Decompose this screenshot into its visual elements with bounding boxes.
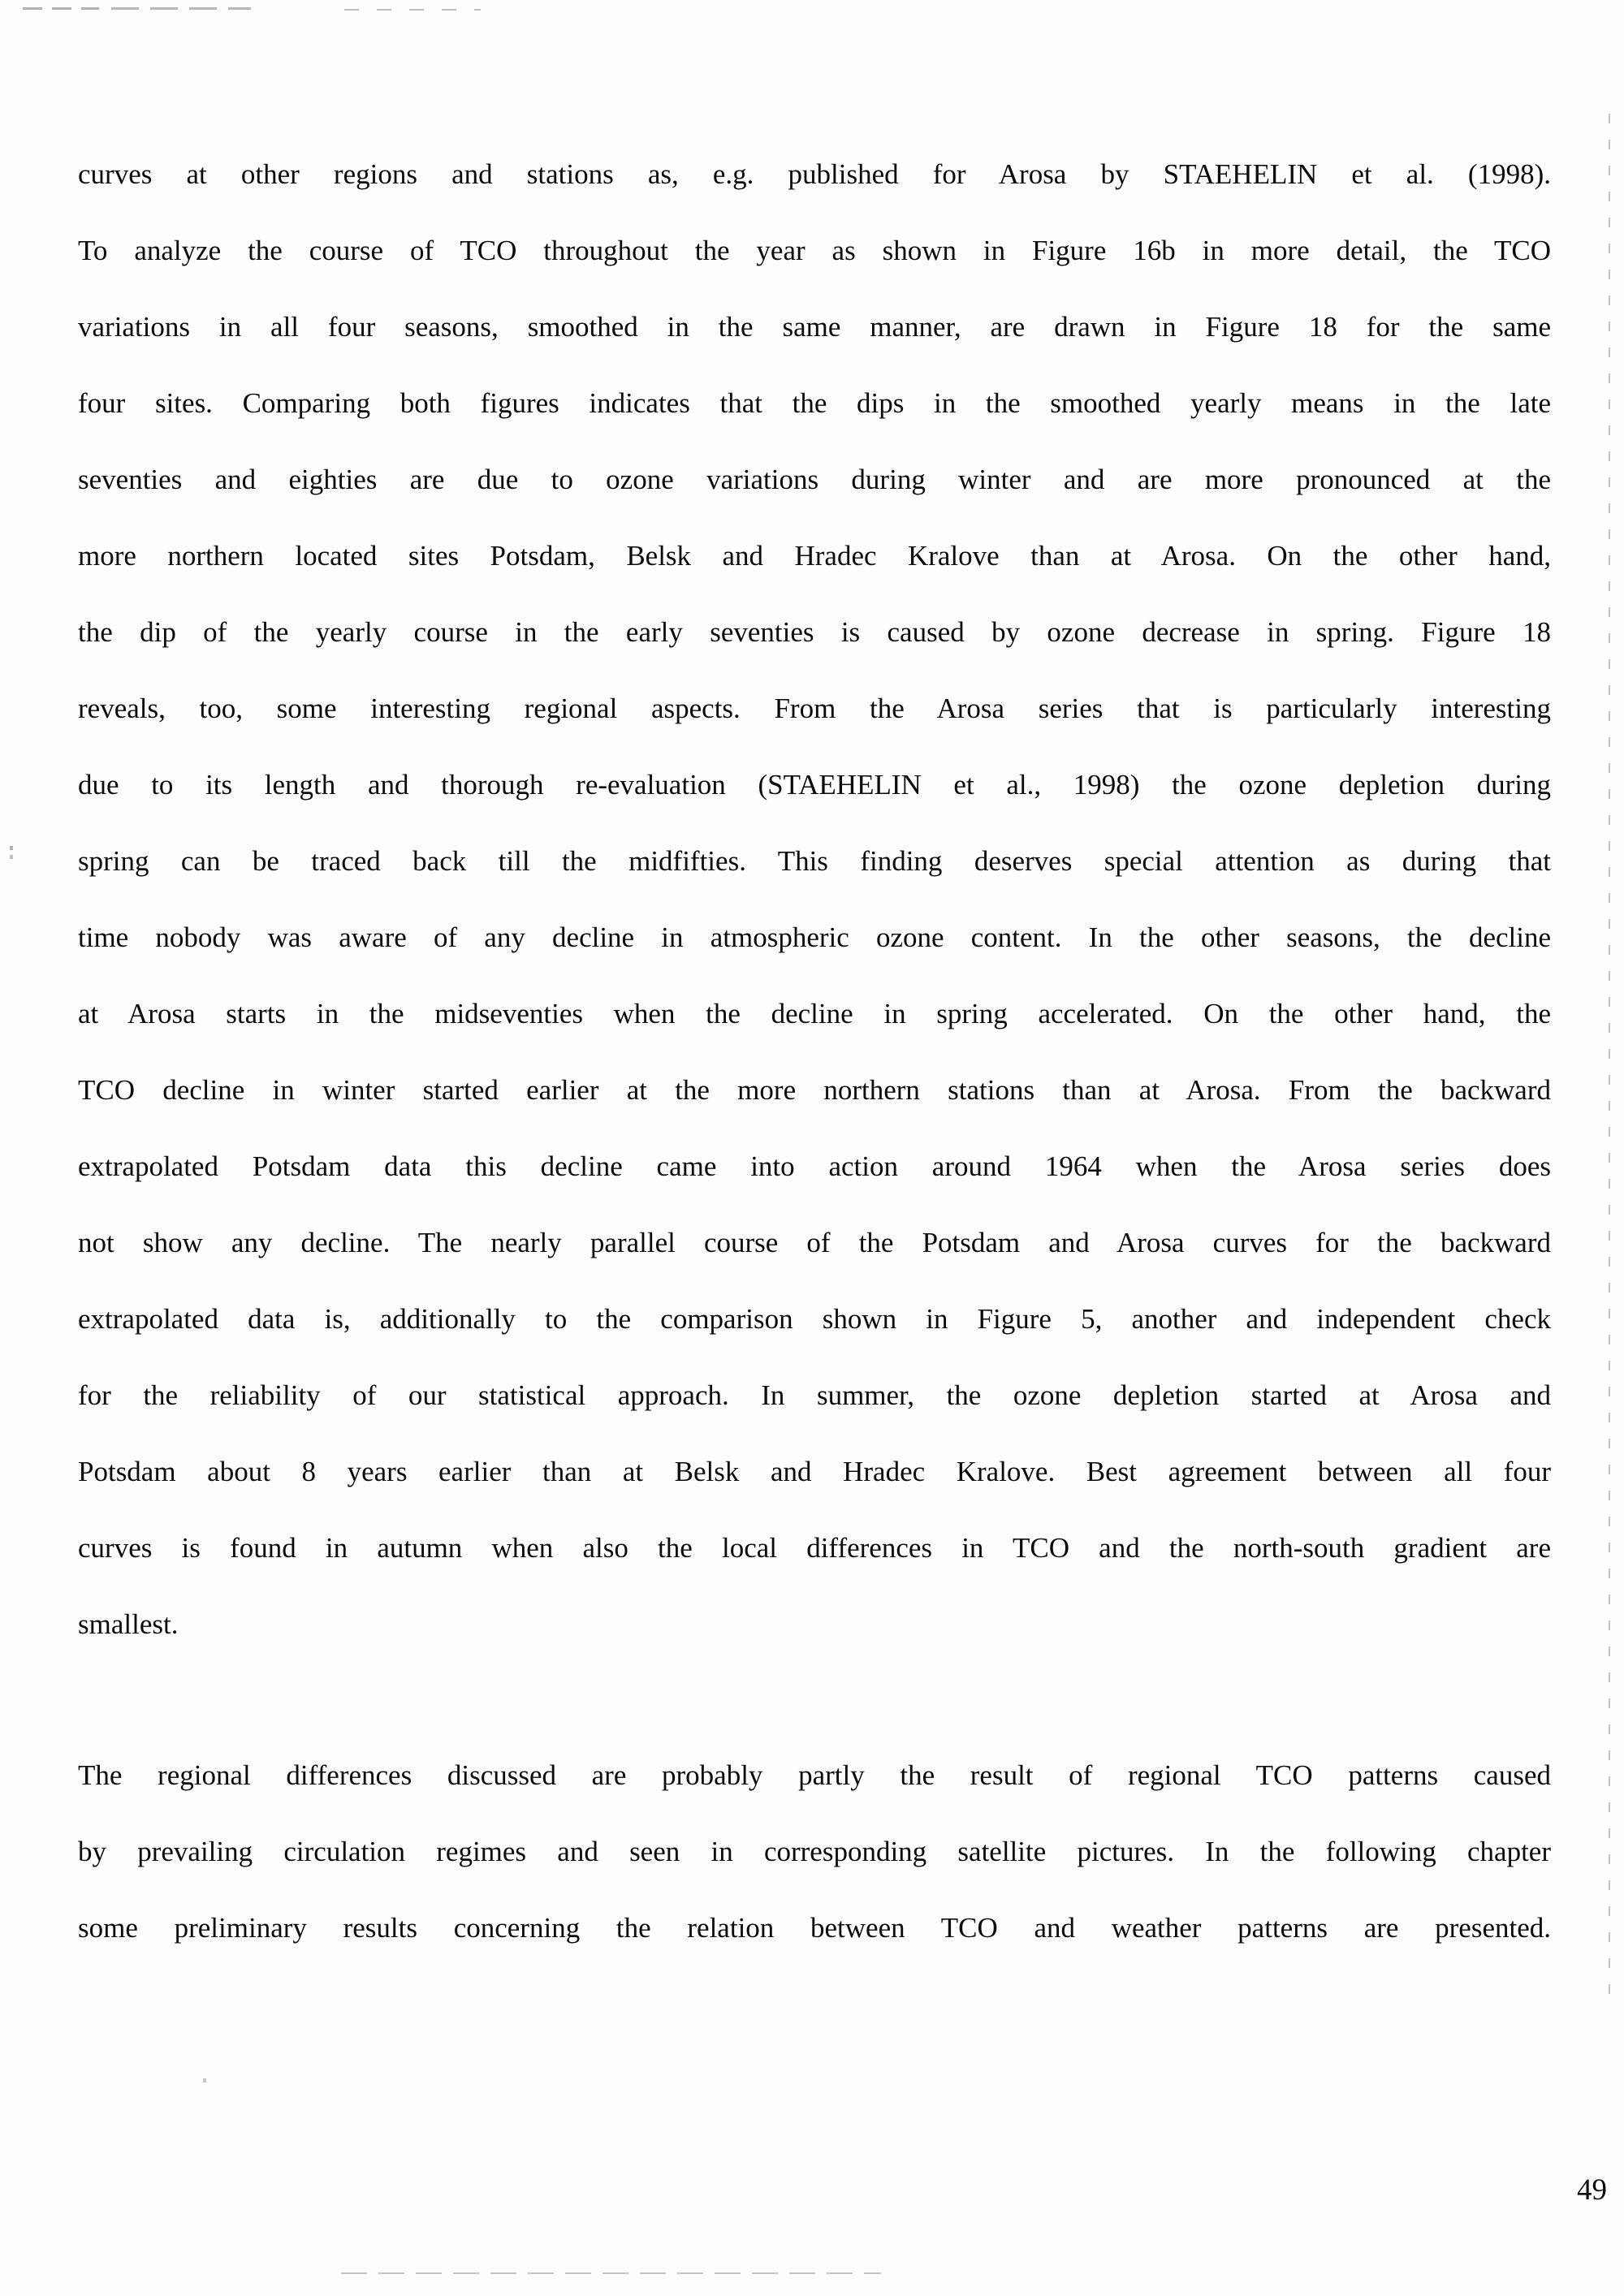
text-line: due to its length and thorough re-evaluation (STAEHELIN et al., 1998) the ozone depletion during (78, 769, 1551, 801)
text-line: curves is found in autumn when also the local differences in TCO and the north-south gradient are (78, 1532, 1551, 1564)
text-line: TCO decline in winter started earlier at the more northern stations than at Arosa. From the backward (78, 1074, 1551, 1106)
text-line: The regional differences discussed are probably partly the result of regional TCO patterns caused (78, 1759, 1551, 1791)
paragraph (78, 136, 1551, 1663)
scan-artifact-speck (10, 846, 13, 850)
scan-artifact-top-dash (23, 7, 99, 10)
text-line: the dip of the yearly course in the early seventies is caused by ozone decrease in spring. Figure 18 (78, 616, 1551, 648)
text-line: seventies and eighties are due to ozone variations during winter and are more pronounced at the (78, 464, 1551, 495)
scan-artifact-bottom-dash (341, 2272, 881, 2274)
scan-artifact-top-dash (344, 9, 481, 11)
text-line: not show any decline. The nearly parallel course of the Potsdam and Arosa curves for the backward (78, 1227, 1551, 1258)
text-line: smallest. (78, 1608, 179, 1640)
text-line: Potsdam about 8 years earlier than at Belsk and Hradec Kralove. Best agreement between all four (78, 1456, 1551, 1487)
text-line: curves at other regions and stations as, e.g. published for Arosa by STAEHELIN et al. (1998). (78, 158, 1551, 190)
scan-artifact-speck (203, 2078, 206, 2082)
text-line: at Arosa starts in the midseventies when the decline in spring accelerated. On the other hand, the (78, 998, 1551, 1029)
text-line: extrapolated data is, additionally to the comparison shown in Figure 5, another and independent check (78, 1303, 1551, 1335)
text-line: more northern located sites Potsdam, Belsk and Hradec Kralove than at Arosa. On the other hand, (78, 540, 1551, 572)
text-line: by prevailing circulation regimes and seen in corresponding satellite pictures. In the following chapter (78, 1836, 1551, 1867)
paragraph (78, 1737, 1551, 1966)
text-line: reveals, too, some interesting regional aspects. From the Arosa series that is particularly interesting (78, 693, 1551, 724)
text-line: for the reliability of our statistical approach. In summer, the ozone depletion started at Arosa and (78, 1379, 1551, 1411)
scan-artifact-top-dash (111, 7, 251, 10)
text-line: four sites. Comparing both figures indicates that the dips in the smoothed yearly means in the late (78, 387, 1551, 419)
text-line: spring can be traced back till the midfifties. This finding deserves special attention as during that (78, 845, 1551, 877)
page-number: 49 (1577, 2173, 1607, 2207)
scan-artifact-right-dashed-line (1609, 114, 1610, 1997)
text-line: some preliminary results concerning the relation between TCO and weather patterns are presented. (78, 1912, 1551, 1944)
text-line: To analyze the course of TCO throughout the year as shown in Figure 16b in more detail, the TCO (78, 235, 1551, 266)
text-line: time nobody was aware of any decline in atmospheric ozone content. In the other seasons, the decline (78, 921, 1551, 953)
text-line: variations in all four seasons, smoothed in the same manner, are drawn in Figure 18 for the same (78, 311, 1551, 343)
scan-artifact-speck (10, 855, 13, 859)
text-line: extrapolated Potsdam data this decline came into action around 1964 when the Arosa series does (78, 1150, 1551, 1182)
